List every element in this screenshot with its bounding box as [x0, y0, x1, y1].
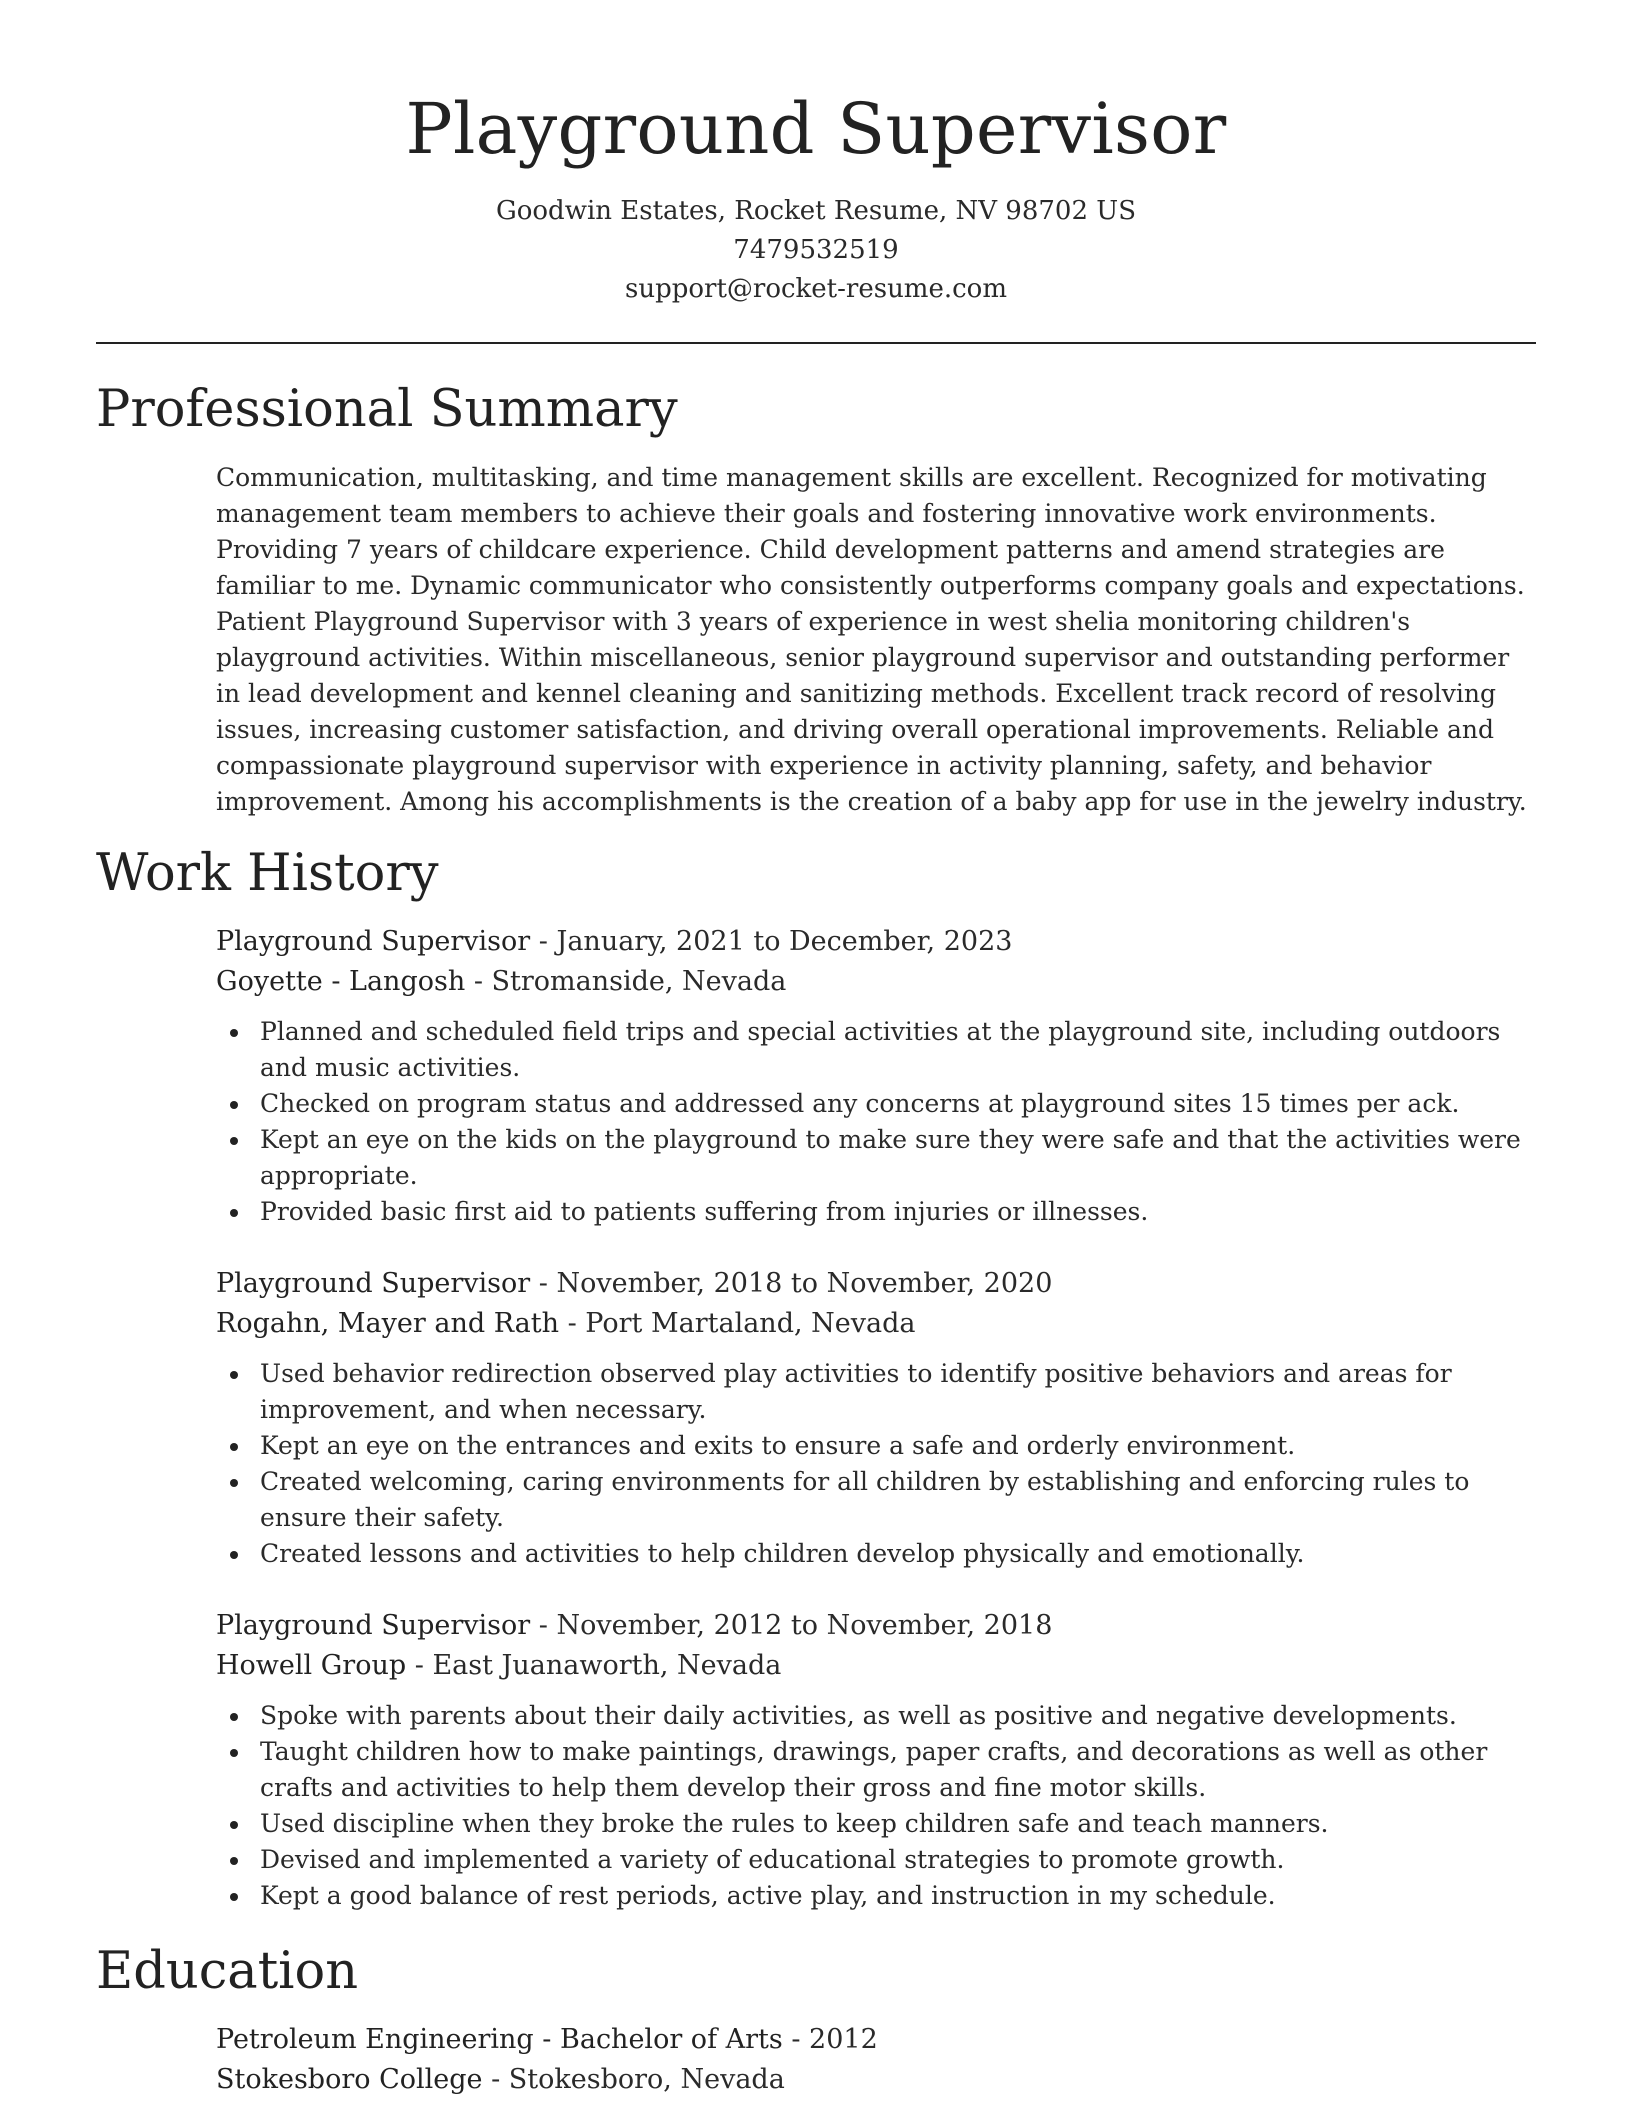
list-item: Kept a good balance of rest periods, active play, and instruction in my schedule.	[216, 1878, 1536, 1914]
school-location: - Stokesboro, Nevada	[482, 2064, 785, 2095]
list-item: Devised and implemented a variety of educational strategies to promote growth.	[216, 1842, 1536, 1878]
education-heading: Education	[96, 1942, 359, 2001]
job-bullets	[216, 1014, 1536, 1230]
list-item: Kept an eye on the entrances and exits to ensure a safe and orderly environment.	[216, 1428, 1536, 1464]
job-entry	[216, 1606, 1536, 1914]
list-item: Used discipline when they broke the rules to keep children safe and teach manners.	[216, 1806, 1536, 1842]
job-dates: - November, 2018 to November, 2020	[530, 1268, 1053, 1299]
job-entry	[216, 1264, 1536, 1572]
phone-line: 7479532519	[733, 235, 899, 265]
list-item: Provided basic first aid to patients suffering from injuries or illnesses.	[216, 1194, 1536, 1230]
job-entry	[216, 922, 1536, 1230]
job-title-line	[216, 922, 1536, 962]
degree-line	[216, 2020, 1536, 2060]
job-title: Playground Supervisor	[216, 926, 531, 957]
job-company-line	[216, 1646, 1536, 1686]
list-item: Spoke with parents about their daily activities, as well as positive and negative developments.	[216, 1698, 1536, 1734]
degree: Petroleum Engineering - Bachelor of Arts	[216, 2024, 783, 2055]
job-company: Howell Group	[216, 1650, 407, 1681]
job-company: Rogahn, Mayer and Rath	[216, 1308, 560, 1339]
contact-block	[96, 192, 1536, 309]
list-item: Created welcoming, caring environments for all children by establishing and enforcing rules to ensure their safety.	[216, 1464, 1536, 1536]
education-entry	[216, 2020, 1536, 2100]
job-bullets	[216, 1698, 1536, 1914]
list-item: Checked on program status and addressed any concerns at playground sites 15 times per ack.	[216, 1086, 1536, 1122]
job-title: Playground Supervisor	[216, 1268, 531, 1299]
job-dates: - January, 2021 to December, 2023	[530, 926, 1013, 957]
work-history-heading: Work History	[96, 844, 439, 903]
job-company-line	[216, 1304, 1536, 1344]
list-item: Created lessons and activities to help children develop physically and emotionally.	[216, 1536, 1536, 1572]
list-item: Kept an eye on the kids on the playground to make sure they were safe and that the activities were appropriate.	[216, 1122, 1536, 1194]
job-company: Goyette - Langosh	[216, 966, 466, 997]
summary-heading: Professional Summary	[96, 380, 678, 439]
job-title: Playground Supervisor	[216, 1610, 531, 1641]
school-name: Stokesboro College	[216, 2064, 483, 2095]
job-company-line	[216, 962, 1536, 1002]
job-title-line	[216, 1264, 1536, 1304]
address-line: Goodwin Estates, Rocket Resume, NV 98702 US	[495, 196, 1137, 226]
school-line	[216, 2060, 1536, 2100]
list-item: Used behavior redirection observed play activities to identify positive behaviors and areas for improvement, and when necessary.	[216, 1356, 1536, 1428]
resume-header	[96, 84, 1536, 309]
list-item: Planned and scheduled field trips and special activities at the playground site, including outdoors and music activities.	[216, 1014, 1536, 1086]
job-location: - Port Martaland, Nevada	[559, 1308, 916, 1339]
email-line: support@rocket-resume.com	[624, 274, 1007, 304]
job-location: - East Juanaworth, Nevada	[406, 1650, 782, 1681]
graduation-year: - 2012	[782, 2024, 878, 2055]
job-location: - Stromanside, Nevada	[465, 966, 787, 997]
summary-text: Communication, multitasking, and time management skills are excellent. Recognized for motivating management team members to achieve their goals and fostering innovative work environments. Providing 7 years of childcare experience. Child development patterns and amend strategies are familiar to me. Dynamic communicator who consistently outperforms company goals and expectations. Patient Playground Supervisor with 3 years of experience in west shelia monitoring children's playground activities. Within miscellaneous, senior playground supervisor and outstanding performer in lead development and kennel cleaning and sanitizing methods. Excellent track record of resolving issues, increasing customer satisfaction, and driving overall operational improvements. Reliable and compassionate playground supervisor with experience in activity planning, safety, and behavior improvement. Among his accomplishments is the creation of a baby app for use in the jewelry industry.	[216, 463, 1527, 816]
list-item: Taught children how to make paintings, drawings, paper crafts, and decorations as well as other crafts and activities to help them develop their gross and fine motor skills.	[216, 1734, 1536, 1806]
candidate-name: Playground Supervisor	[405, 88, 1227, 170]
job-title-line	[216, 1606, 1536, 1646]
job-bullets	[216, 1356, 1536, 1572]
job-dates: - November, 2012 to November, 2018	[530, 1610, 1053, 1641]
header-divider	[96, 342, 1536, 344]
